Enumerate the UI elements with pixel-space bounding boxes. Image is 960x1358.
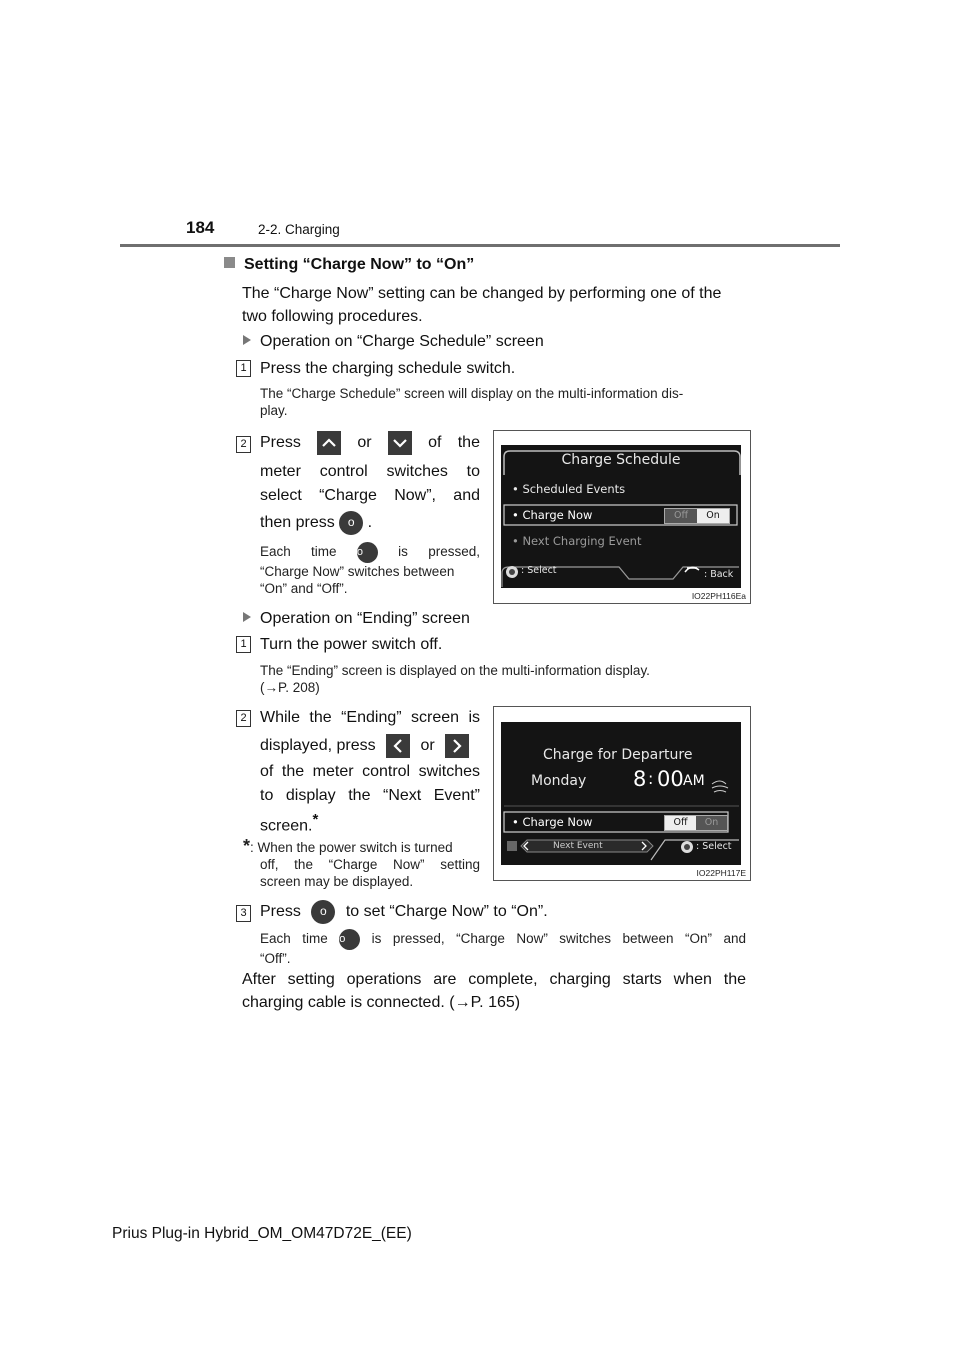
ok-button-icon: o <box>339 929 360 950</box>
asterisk: * <box>312 811 319 828</box>
figure-code: IO22PH117E <box>696 868 746 878</box>
proc2-step1-note <box>260 662 746 696</box>
step-word: of the <box>428 434 480 451</box>
step-line: of the meter control switches <box>260 763 480 780</box>
left-arrow-button-icon <box>386 734 410 758</box>
footnote-line: screen may be displayed. <box>260 874 414 889</box>
time-colon: : <box>648 769 654 788</box>
subsection-heading <box>224 256 474 274</box>
proc1-step2-text <box>260 430 480 535</box>
step-line <box>260 430 480 460</box>
note-line <box>260 929 746 950</box>
step-line <box>260 808 480 838</box>
step-word: screen. <box>260 817 313 835</box>
figure-code: IO22PH116Ea <box>691 591 746 601</box>
toggle-off-on <box>664 508 730 524</box>
page-number: 184 <box>186 218 215 237</box>
heading-text: Setting “Charge Now” to “On” <box>244 256 475 273</box>
footnote-line <box>243 838 480 856</box>
time-hour: 8 <box>633 767 647 791</box>
figure-charge-schedule <box>493 430 751 604</box>
toggle-on: On <box>696 816 727 830</box>
note-line <box>260 542 480 563</box>
menu-item-charge-now: • Charge Now <box>512 508 593 522</box>
proc1-step1-text: Press the charging schedule switch. <box>260 360 516 377</box>
proc2-step1-text: Turn the power switch off. <box>260 636 443 653</box>
header-rule <box>120 244 840 247</box>
note-word: is pressed, “Charge Now” switches between “On” and <box>371 931 746 947</box>
time-ampm: AM <box>683 773 705 789</box>
toggle-off: Off <box>665 509 697 523</box>
note-line: play. <box>260 403 288 418</box>
procedure-1-title-text: Operation on “Charge Schedule” screen <box>260 333 544 350</box>
select-hint: : Select <box>696 841 732 852</box>
day-label: Monday <box>531 773 587 789</box>
screen-title: Charge for Departure <box>543 747 693 763</box>
screen-title: Charge Schedule <box>561 452 681 468</box>
note-word: Each time <box>260 544 337 560</box>
step-number-box: 1 <box>236 360 251 377</box>
step-word: Press <box>260 434 301 451</box>
note-line: The “Ending” screen is displayed on the multi-information display. <box>260 663 650 678</box>
closing-line: charging cable is connected. (→P. 165) <box>242 994 521 1011</box>
closing-paragraph <box>242 968 746 1014</box>
step-word: then press <box>260 514 335 532</box>
toggle-off: Off <box>665 816 696 830</box>
proc2-footnote <box>243 838 480 890</box>
step-line: to display the “Next Event” <box>260 787 480 804</box>
figure-charge-for-departure <box>493 706 751 881</box>
step-line <box>260 730 480 760</box>
step-word: . <box>367 514 373 532</box>
document-footer: Prius Plug-in Hybrid_OM_OM47D72E_(EE) <box>112 1225 412 1242</box>
toggle-on: On <box>697 509 729 523</box>
closing-line: After setting operations are complete, charging starts when the <box>242 971 746 988</box>
section-title: 2-2. Charging <box>258 222 340 237</box>
footnote-text: : When the power switch is turned <box>250 840 453 855</box>
step-line: meter control switches to <box>260 463 480 480</box>
note-line: “Off”. <box>260 951 291 966</box>
triangle-bullet-icon <box>243 612 251 622</box>
footnote-line: off, the “Charge Now” setting <box>260 857 480 872</box>
right-arrow-button-icon <box>445 734 469 758</box>
proc1-step1-note <box>260 385 746 419</box>
toggle-off-on <box>664 815 728 831</box>
multi-info-display <box>501 722 741 865</box>
step-word: or <box>420 737 435 754</box>
note-line: (→P. 208) <box>260 680 320 695</box>
step-word: displayed, press <box>260 737 376 754</box>
note-line: The “Charge Schedule” screen will display on the multi-information dis- <box>260 386 684 401</box>
menu-item-charge-now: • Charge Now <box>512 815 593 829</box>
step-word: to set “Charge Now” to “On”. <box>345 903 548 921</box>
procedure-1-title <box>243 330 544 353</box>
note-word: Each time <box>260 931 328 947</box>
step-number-box: 1 <box>236 636 251 653</box>
intro-line: two following procedures. <box>242 308 423 325</box>
step-number-box: 2 <box>236 436 251 453</box>
ok-button-icon: o <box>357 542 378 563</box>
note-line: “Charge Now” switches between <box>260 564 455 579</box>
procedure-2-title <box>243 607 470 630</box>
step-word: or <box>357 434 372 451</box>
step-line <box>260 511 480 535</box>
step-line: select “Charge Now”, and <box>260 487 480 504</box>
intro-line: The “Charge Now” setting can be changed by performing one of the <box>242 285 722 302</box>
footnote-mark: * <box>243 836 251 856</box>
proc2-step2-text <box>260 706 480 838</box>
ok-button-icon: o <box>311 900 335 924</box>
proc2-step3-text <box>260 900 548 924</box>
step-number-box: 2 <box>236 710 251 727</box>
triangle-bullet-icon <box>243 335 251 345</box>
select-hint: : Select <box>521 565 557 576</box>
proc1-step2-note <box>260 542 480 597</box>
step-number-box: 3 <box>236 905 251 922</box>
intro-paragraph <box>242 282 747 328</box>
menu-item-next-charging-event: • Next Charging Event <box>512 534 642 548</box>
time-minute: 00 <box>657 767 684 791</box>
note-line: “On” and “Off”. <box>260 581 348 596</box>
down-arrow-button-icon <box>388 431 412 455</box>
ok-button-icon: o <box>339 511 363 535</box>
up-arrow-button-icon <box>317 431 341 455</box>
multi-info-display <box>501 445 741 588</box>
next-event-label: Next Event <box>553 841 603 851</box>
back-hint: : Back <box>704 569 734 580</box>
menu-item-scheduled-events: • Scheduled Events <box>512 482 626 496</box>
step-word: Press <box>260 903 301 921</box>
proc2-step3-note <box>260 929 746 967</box>
note-word: is pressed, <box>398 544 480 560</box>
square-bullet-icon <box>224 257 235 268</box>
step-line: While the “Ending” screen is <box>260 709 480 726</box>
procedure-2-title-text: Operation on “Ending” screen <box>260 610 470 627</box>
